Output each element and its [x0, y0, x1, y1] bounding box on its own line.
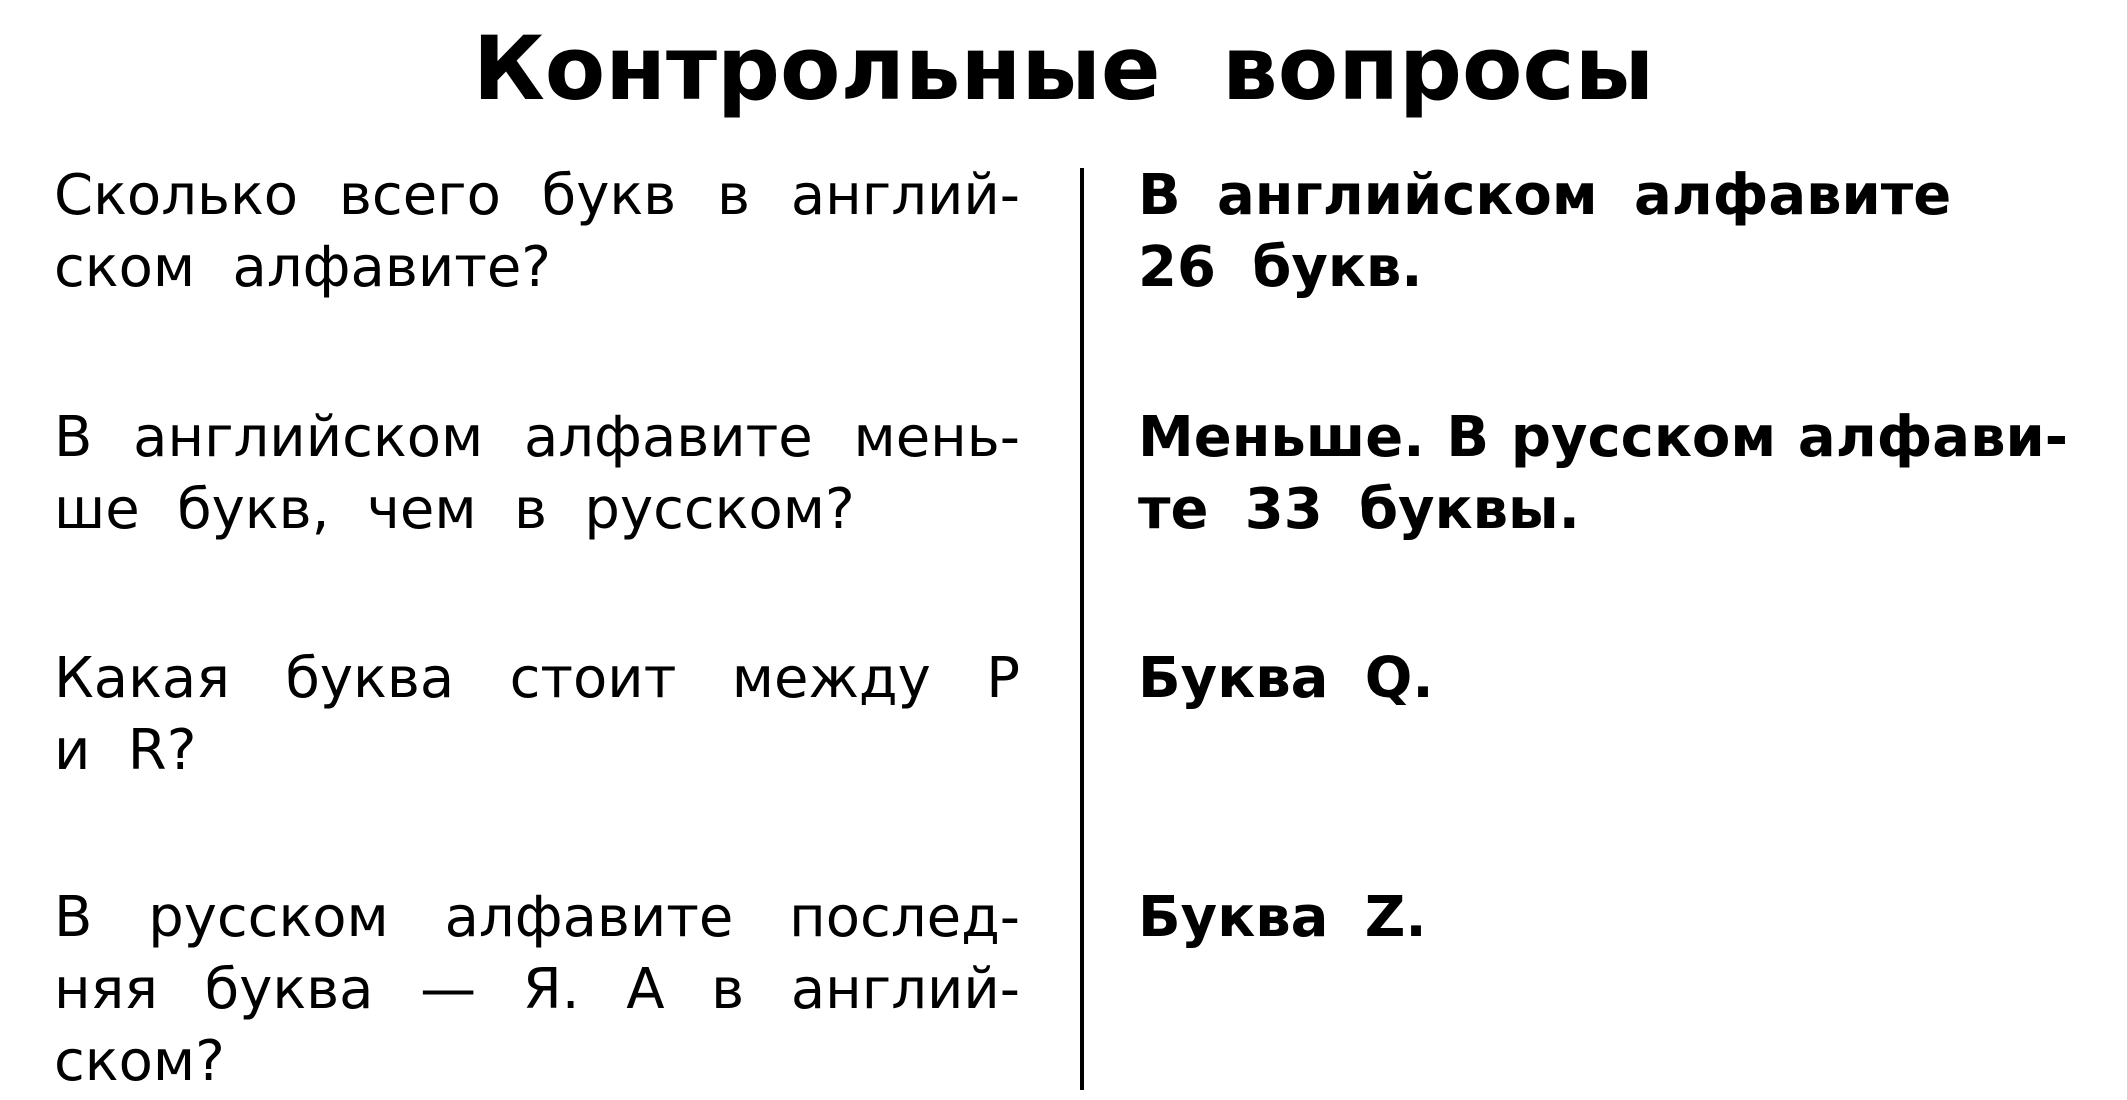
page-title: Контрольные вопросы: [472, 17, 1655, 120]
answer-1-line-2: 26 букв.: [1138, 235, 1423, 300]
answer-2: [1138, 402, 2098, 546]
question-3: [54, 643, 1020, 787]
question-3-line-2: и R?: [54, 718, 197, 783]
question-4-line-3: ском?: [54, 1029, 225, 1094]
question-3-line-1: Какая буква стоит между P: [54, 646, 1020, 711]
answer-4: [1138, 882, 2098, 954]
answer-2-line-1: Меньше. В русском алфави-: [1138, 405, 2068, 470]
question-4-line-1: В русском алфавите послед-: [54, 885, 1020, 950]
question-2: [54, 402, 1020, 546]
question-1-line-1: Сколько всего букв в англий-: [54, 163, 1020, 228]
answer-1: [1138, 160, 2098, 304]
answer-1-line-1: В английском алфавите: [1138, 163, 1952, 228]
question-2-line-1: В английском алфавите мень-: [54, 405, 1020, 470]
question-4-line-2: няя буква — Я. А в англий-: [54, 957, 1020, 1022]
question-4: [54, 882, 1020, 1098]
answer-3-line-1: Буква Q.: [1138, 646, 1434, 711]
question-1-line-2: ском алфавите?: [54, 235, 552, 300]
question-1: [54, 160, 1020, 304]
question-2-line-2: ше букв, чем в русском?: [54, 477, 855, 542]
column-divider: [1080, 168, 1084, 1090]
answer-2-line-2: те 33 буквы.: [1138, 477, 1580, 542]
answer-4-line-1: Буква Z.: [1138, 885, 1427, 950]
answer-3: [1138, 643, 2098, 715]
